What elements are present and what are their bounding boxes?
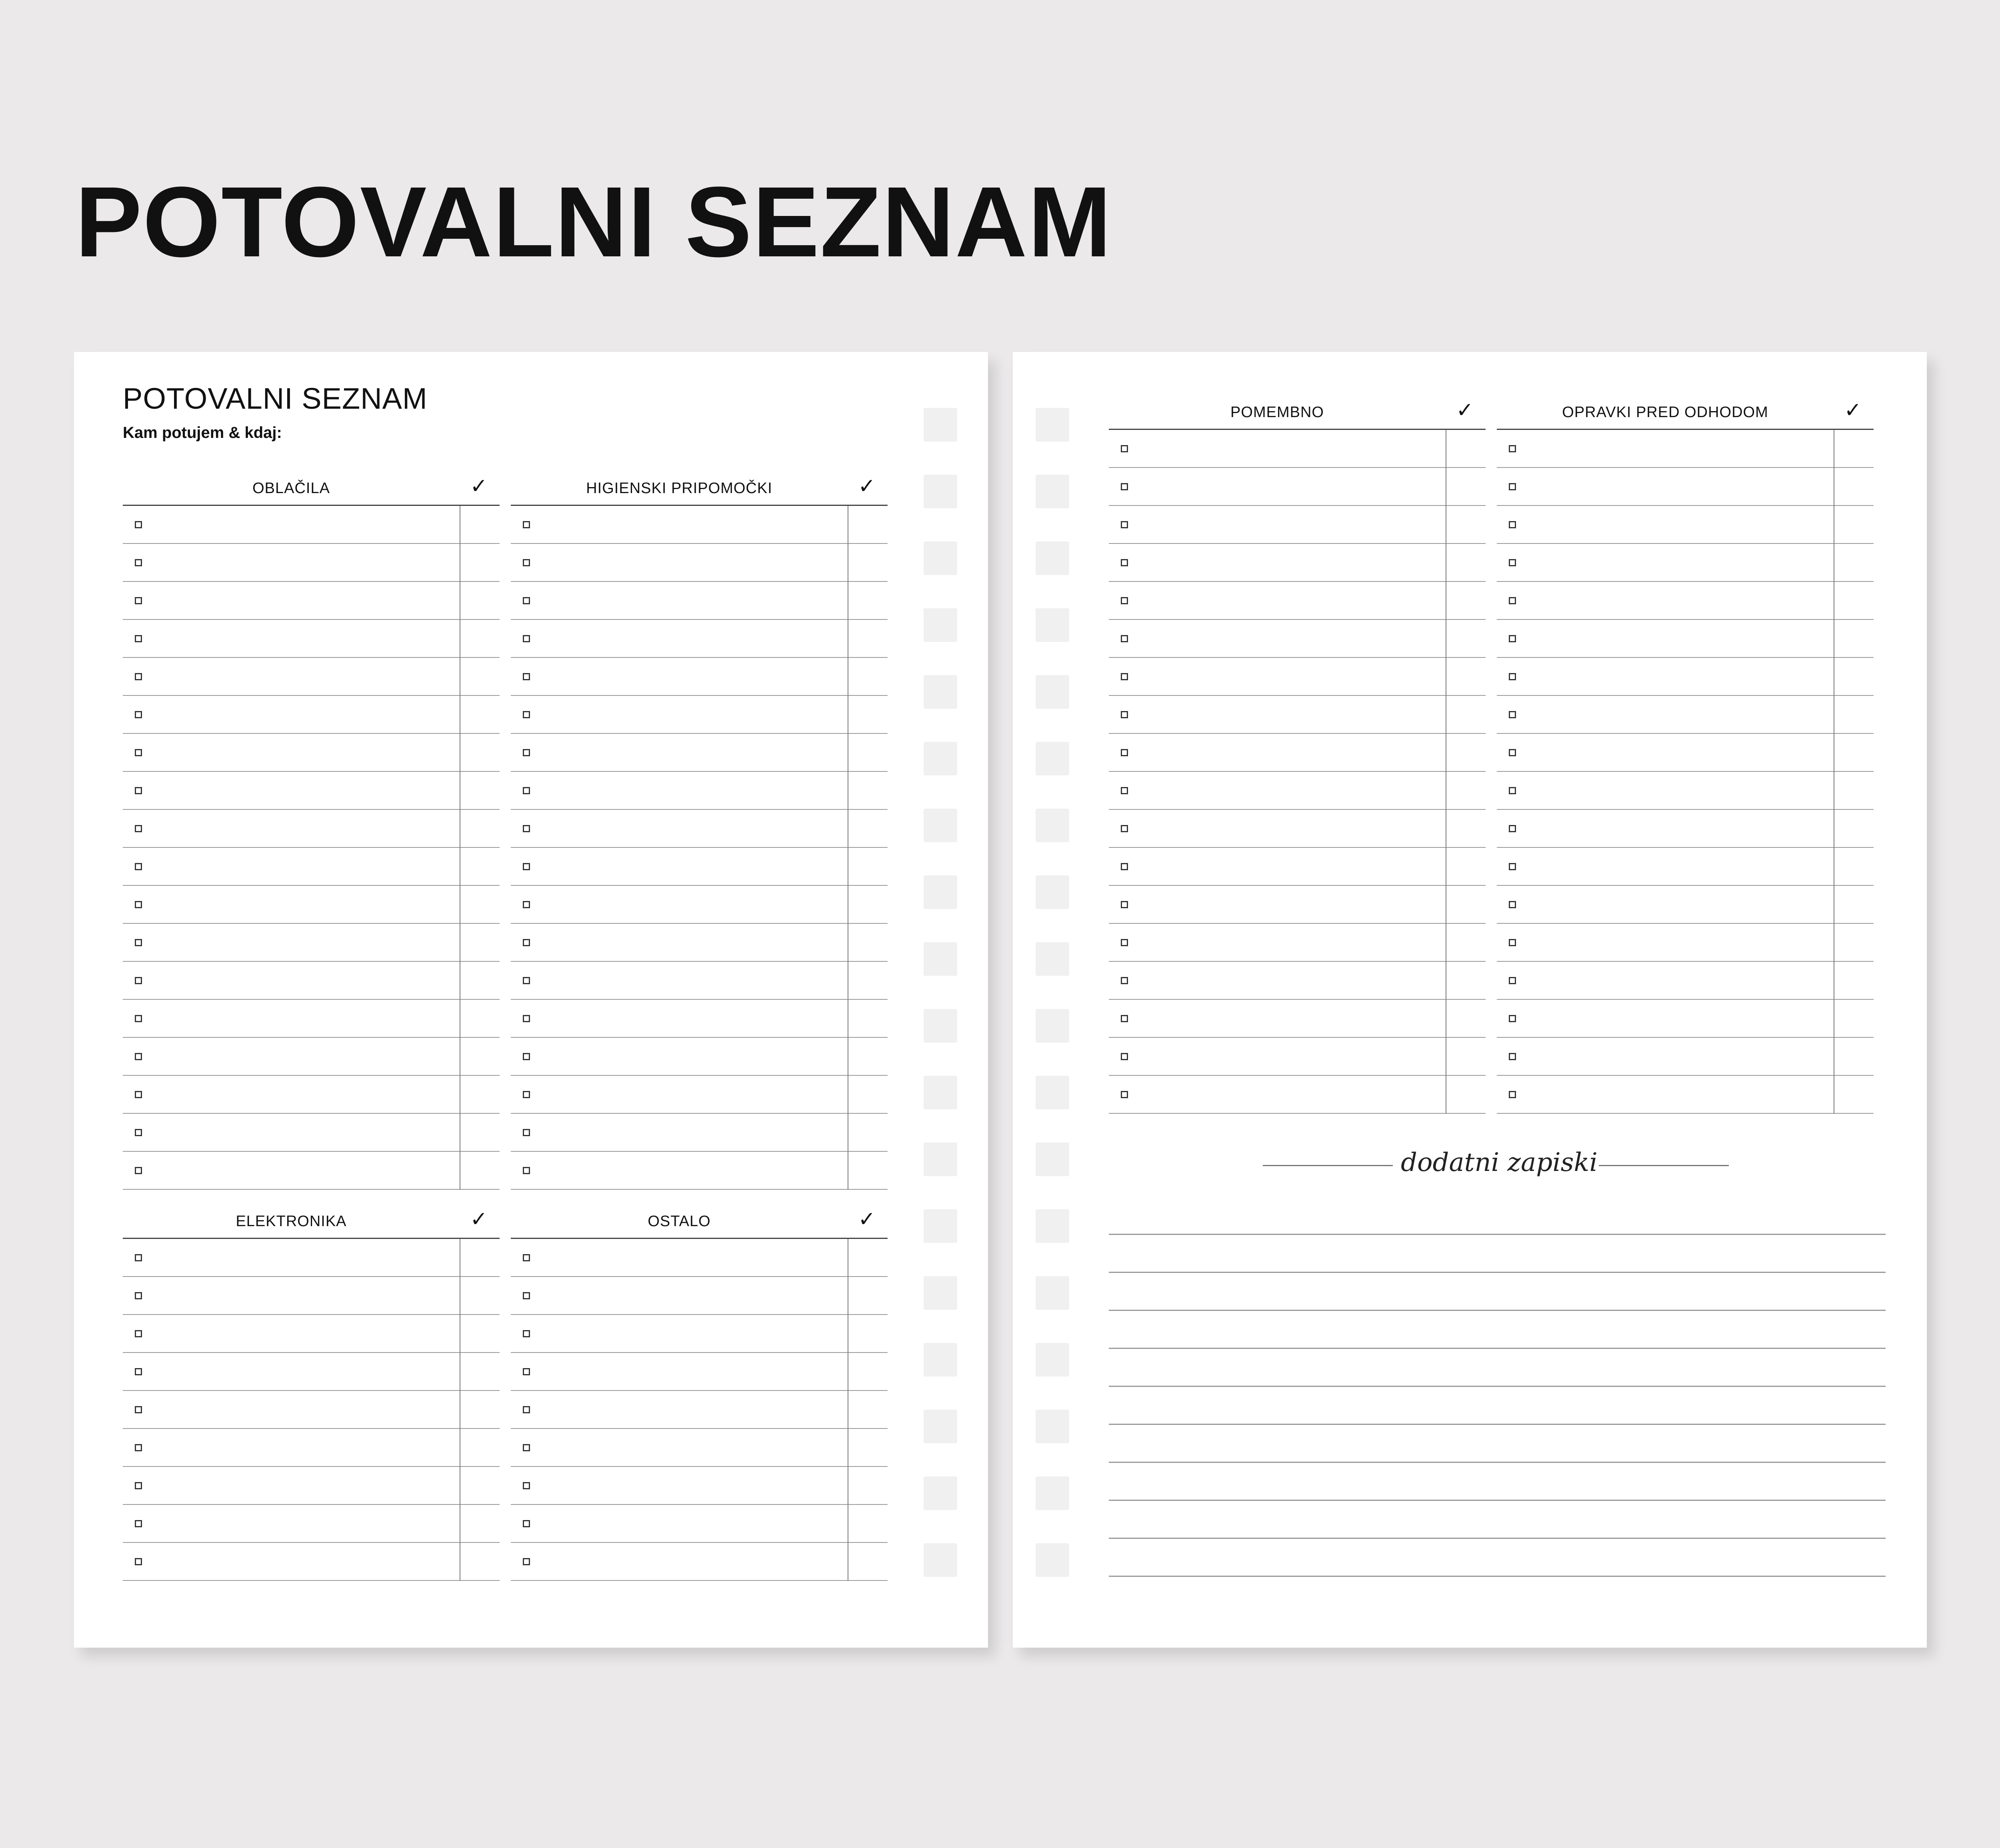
checkbox[interactable] xyxy=(523,1292,530,1299)
section-rows xyxy=(123,506,500,1190)
checklist-row[interactable] xyxy=(123,886,500,924)
side-tab xyxy=(1036,1009,1069,1043)
side-tab xyxy=(924,1543,957,1577)
checkbox[interactable] xyxy=(523,1167,530,1174)
checklist-row[interactable] xyxy=(1497,848,1874,886)
note-line[interactable] xyxy=(1109,1273,1886,1311)
checkbox[interactable] xyxy=(1509,559,1516,566)
side-tab xyxy=(924,541,957,575)
side-tab xyxy=(924,1276,957,1310)
checklist-row[interactable] xyxy=(1497,544,1874,582)
checklist-row[interactable] xyxy=(1497,620,1874,658)
side-tab xyxy=(1036,608,1069,642)
check-icon: ✓ xyxy=(1844,399,1862,422)
checklist-row[interactable] xyxy=(511,658,888,696)
section-rows xyxy=(1497,430,1874,1114)
checkbox[interactable] xyxy=(523,1368,530,1375)
checkbox[interactable] xyxy=(523,1053,530,1060)
checklist-row[interactable] xyxy=(123,1076,500,1114)
checkbox[interactable] xyxy=(523,863,530,870)
note-line[interactable] xyxy=(1109,1425,1886,1463)
checkbox[interactable] xyxy=(523,825,530,832)
checklist-row[interactable] xyxy=(511,1152,888,1190)
checklist-row[interactable] xyxy=(123,1353,500,1391)
checkbox[interactable] xyxy=(1509,445,1516,452)
checklist-row[interactable] xyxy=(123,1277,500,1315)
checklist-row[interactable] xyxy=(1497,696,1874,734)
checklist-row[interactable] xyxy=(1109,696,1486,734)
section-opravki-pred-odhodom xyxy=(1497,380,1874,1114)
checklist-row[interactable] xyxy=(511,620,888,658)
checklist-row[interactable] xyxy=(123,696,500,734)
side-tab xyxy=(1036,475,1069,508)
checklist-row[interactable] xyxy=(123,506,500,544)
checklist-row[interactable] xyxy=(123,1391,500,1429)
checklist-row[interactable] xyxy=(123,772,500,810)
side-tab xyxy=(924,1143,957,1176)
checkbox[interactable] xyxy=(135,673,142,680)
checkbox[interactable] xyxy=(1121,483,1128,490)
checklist-row[interactable] xyxy=(1109,848,1486,886)
checkbox[interactable] xyxy=(135,1330,142,1337)
checkbox[interactable] xyxy=(523,673,530,680)
side-tab xyxy=(1036,408,1069,442)
side-tab xyxy=(1036,875,1069,909)
section-pomembno xyxy=(1109,380,1486,1114)
checklist-row[interactable] xyxy=(511,810,888,848)
checklist-row[interactable] xyxy=(123,924,500,962)
section-header xyxy=(1109,380,1486,430)
checkbox[interactable] xyxy=(135,1406,142,1413)
check-icon: ✓ xyxy=(470,475,488,498)
checklist-row[interactable] xyxy=(1109,1000,1486,1038)
checkbox[interactable] xyxy=(1509,483,1516,490)
note-line[interactable] xyxy=(1109,1197,1886,1235)
checkbox[interactable] xyxy=(135,597,142,604)
checkbox[interactable] xyxy=(523,1129,530,1136)
checklist-row[interactable] xyxy=(123,1543,500,1581)
right-sheet xyxy=(1013,352,1927,1648)
checkbox[interactable] xyxy=(1509,863,1516,870)
checkbox[interactable] xyxy=(523,787,530,794)
checkbox[interactable] xyxy=(1121,597,1128,604)
checkbox[interactable] xyxy=(135,977,142,984)
checklist-row[interactable] xyxy=(1109,658,1486,696)
section-label: OBLAČILA xyxy=(252,480,330,497)
checkbox[interactable] xyxy=(1121,939,1128,946)
checklist-row[interactable] xyxy=(123,1239,500,1277)
checklist-row[interactable] xyxy=(123,1429,500,1467)
checklist-row[interactable] xyxy=(1109,772,1486,810)
note-line[interactable] xyxy=(1109,1387,1886,1425)
check-icon: ✓ xyxy=(858,1208,876,1231)
checklist-row[interactable] xyxy=(511,1038,888,1076)
side-tab xyxy=(924,1410,957,1443)
checkbox[interactable] xyxy=(135,787,142,794)
checkbox[interactable] xyxy=(1509,521,1516,528)
checklist-row[interactable] xyxy=(1497,734,1874,772)
checkbox[interactable] xyxy=(1509,711,1516,718)
side-tabs xyxy=(1036,408,1069,1610)
checklist-row[interactable] xyxy=(1109,1038,1486,1076)
sheet-title: POTOVALNI SEZNAM xyxy=(123,382,428,415)
side-tab xyxy=(924,875,957,909)
checklist-row[interactable] xyxy=(511,1391,888,1429)
checklist-row[interactable] xyxy=(1497,582,1874,620)
checklist-row[interactable] xyxy=(1497,924,1874,962)
checklist-row[interactable] xyxy=(511,1467,888,1505)
checkbox[interactable] xyxy=(135,1015,142,1022)
check-icon: ✓ xyxy=(858,475,876,498)
checklist-row[interactable] xyxy=(511,772,888,810)
checkbox[interactable] xyxy=(135,901,142,908)
checklist-row[interactable] xyxy=(1109,962,1486,1000)
checklist-row[interactable] xyxy=(1109,582,1486,620)
checklist-row[interactable] xyxy=(123,620,500,658)
note-line[interactable] xyxy=(1109,1235,1886,1273)
checklist-row[interactable] xyxy=(1497,772,1874,810)
section-header xyxy=(511,456,888,506)
checklist-row[interactable] xyxy=(1109,886,1486,924)
checklist-row[interactable] xyxy=(1109,468,1486,506)
checkbox[interactable] xyxy=(135,863,142,870)
checkbox[interactable] xyxy=(1121,1091,1128,1098)
note-line[interactable] xyxy=(1109,1349,1886,1387)
notes-divider xyxy=(1599,1165,1729,1166)
checkbox[interactable] xyxy=(523,1558,530,1565)
checkbox[interactable] xyxy=(135,1558,142,1565)
notes-header xyxy=(1109,1142,1886,1186)
checklist-row[interactable] xyxy=(511,582,888,620)
checklist-row[interactable] xyxy=(511,1353,888,1391)
checklist-row[interactable] xyxy=(511,1239,888,1277)
checkbox[interactable] xyxy=(135,939,142,946)
side-tab xyxy=(1036,1143,1069,1176)
checkbox[interactable] xyxy=(135,1053,142,1060)
checklist-row[interactable] xyxy=(511,696,888,734)
section-oblacila xyxy=(123,456,500,1190)
side-tab xyxy=(1036,1276,1069,1310)
checkbox[interactable] xyxy=(1121,1015,1128,1022)
notes-label: dodatni zapiski xyxy=(1401,1148,1598,1177)
section-ostalo xyxy=(511,1189,888,1581)
checklist-row[interactable] xyxy=(511,886,888,924)
side-tab xyxy=(1036,742,1069,775)
checklist-row[interactable] xyxy=(1109,924,1486,962)
checklist-row[interactable] xyxy=(511,734,888,772)
check-icon: ✓ xyxy=(1456,399,1474,422)
checklist-row[interactable] xyxy=(1497,658,1874,696)
checkbox[interactable] xyxy=(1509,1091,1516,1098)
left-sheet xyxy=(74,352,988,1648)
checklist-row[interactable] xyxy=(511,506,888,544)
side-tab xyxy=(924,608,957,642)
checklist-row[interactable] xyxy=(511,924,888,962)
checkbox[interactable] xyxy=(523,749,530,756)
checklist-row[interactable] xyxy=(1109,506,1486,544)
side-tab xyxy=(924,742,957,775)
checkbox[interactable] xyxy=(1509,977,1516,984)
checklist-row[interactable] xyxy=(123,1467,500,1505)
checkbox[interactable] xyxy=(1121,673,1128,680)
page-title: POTOVALNI SEZNAM xyxy=(75,166,1112,278)
checkbox[interactable] xyxy=(523,901,530,908)
checkbox[interactable] xyxy=(1509,787,1516,794)
note-line[interactable] xyxy=(1109,1311,1886,1349)
checklist-row[interactable] xyxy=(123,1000,500,1038)
sheet-subtitle: Kam potujem & kdaj: xyxy=(123,424,282,442)
checklist-row[interactable] xyxy=(123,1038,500,1076)
checkbox[interactable] xyxy=(1121,711,1128,718)
checkbox[interactable] xyxy=(523,1015,530,1022)
checkbox[interactable] xyxy=(135,1520,142,1527)
note-line[interactable] xyxy=(1109,1463,1886,1501)
side-tab xyxy=(1036,541,1069,575)
checkbox[interactable] xyxy=(523,635,530,642)
section-header xyxy=(123,456,500,506)
note-line[interactable] xyxy=(1109,1539,1886,1577)
checklist-row[interactable] xyxy=(123,1152,500,1190)
checklist-row[interactable] xyxy=(511,1429,888,1467)
side-tab xyxy=(1036,1410,1069,1443)
section-label: OPRAVKI PRED ODHODOM xyxy=(1562,404,1768,421)
notes-section xyxy=(1109,1142,1886,1577)
checkbox[interactable] xyxy=(135,825,142,832)
checkbox[interactable] xyxy=(1121,635,1128,642)
side-tab xyxy=(924,408,957,442)
side-tab xyxy=(1036,1543,1069,1577)
checklist-row[interactable] xyxy=(1497,468,1874,506)
checkbox[interactable] xyxy=(1121,445,1128,452)
checkbox[interactable] xyxy=(1121,1053,1128,1060)
section-label: OSTALO xyxy=(648,1213,711,1230)
checkbox[interactable] xyxy=(1509,597,1516,604)
checkbox[interactable] xyxy=(135,1482,142,1489)
checklist-row[interactable] xyxy=(1497,886,1874,924)
checkbox[interactable] xyxy=(135,521,142,528)
checkbox[interactable] xyxy=(1509,825,1516,832)
checklist-row[interactable] xyxy=(1109,1076,1486,1114)
checklist-row[interactable] xyxy=(123,658,500,696)
checklist-row[interactable] xyxy=(511,1114,888,1152)
checklist-row[interactable] xyxy=(123,1505,500,1543)
checkbox[interactable] xyxy=(1509,673,1516,680)
checkbox[interactable] xyxy=(523,597,530,604)
section-label: HIGIENSKI PRIPOMOČKI xyxy=(586,480,772,497)
checkbox[interactable] xyxy=(135,1129,142,1136)
checklist-row[interactable] xyxy=(1497,810,1874,848)
check-icon: ✓ xyxy=(470,1208,488,1231)
section-rows xyxy=(511,1239,888,1581)
checklist-row[interactable] xyxy=(123,848,500,886)
section-label: POMEMBNO xyxy=(1230,404,1324,421)
checkbox[interactable] xyxy=(523,977,530,984)
side-tab xyxy=(1036,1476,1069,1510)
checkbox[interactable] xyxy=(1121,787,1128,794)
checkbox[interactable] xyxy=(135,711,142,718)
section-higienski-pripomocki xyxy=(511,456,888,1190)
side-tab xyxy=(924,1476,957,1510)
side-tab xyxy=(924,1076,957,1109)
checklist-row[interactable] xyxy=(511,1505,888,1543)
checklist-row[interactable] xyxy=(511,1543,888,1581)
checkbox[interactable] xyxy=(523,711,530,718)
side-tab xyxy=(924,1209,957,1243)
side-tabs xyxy=(924,408,957,1610)
checkbox[interactable] xyxy=(1509,749,1516,756)
checklist-row[interactable] xyxy=(511,1076,888,1114)
checkbox[interactable] xyxy=(135,635,142,642)
section-rows xyxy=(123,1239,500,1581)
checklist-row[interactable] xyxy=(1497,1038,1874,1076)
section-header xyxy=(1497,380,1874,430)
checklist-row[interactable] xyxy=(511,1315,888,1353)
checkbox[interactable] xyxy=(1509,635,1516,642)
checklist-row[interactable] xyxy=(511,544,888,582)
checklist-row[interactable] xyxy=(1497,506,1874,544)
checklist-row[interactable] xyxy=(123,1114,500,1152)
checkbox[interactable] xyxy=(523,1091,530,1098)
checklist-row[interactable] xyxy=(1109,810,1486,848)
checkbox[interactable] xyxy=(523,1482,530,1489)
section-elektronika xyxy=(123,1189,500,1581)
side-tab xyxy=(924,1343,957,1377)
checkbox[interactable] xyxy=(523,521,530,528)
side-tab xyxy=(1036,942,1069,976)
checkbox[interactable] xyxy=(1509,1053,1516,1060)
checkbox[interactable] xyxy=(135,559,142,566)
section-rows xyxy=(1109,430,1486,1114)
checklist-row[interactable] xyxy=(123,734,500,772)
checkbox[interactable] xyxy=(523,559,530,566)
checkbox[interactable] xyxy=(523,1330,530,1337)
checkbox[interactable] xyxy=(135,1167,142,1174)
checkbox[interactable] xyxy=(135,1254,142,1261)
checkbox[interactable] xyxy=(1509,939,1516,946)
checkbox[interactable] xyxy=(1121,559,1128,566)
checklist-row[interactable] xyxy=(123,962,500,1000)
checklist-row[interactable] xyxy=(511,1277,888,1315)
note-line[interactable] xyxy=(1109,1501,1886,1539)
checkbox[interactable] xyxy=(523,1254,530,1261)
side-tab xyxy=(924,942,957,976)
section-header xyxy=(123,1189,500,1239)
checkbox[interactable] xyxy=(1509,1015,1516,1022)
side-tab xyxy=(924,1009,957,1043)
checklist-row[interactable] xyxy=(123,544,500,582)
checkbox[interactable] xyxy=(523,1520,530,1527)
checklist-row[interactable] xyxy=(1497,962,1874,1000)
checkbox[interactable] xyxy=(135,1292,142,1299)
checkbox[interactable] xyxy=(135,1091,142,1098)
checkbox[interactable] xyxy=(1121,749,1128,756)
notes-divider xyxy=(1263,1165,1393,1166)
checklist-row[interactable] xyxy=(123,582,500,620)
side-tab xyxy=(1036,1343,1069,1377)
side-tab xyxy=(924,675,957,709)
section-header xyxy=(511,1189,888,1239)
checklist-row[interactable] xyxy=(1109,734,1486,772)
checkbox[interactable] xyxy=(135,1444,142,1451)
checklist-row[interactable] xyxy=(123,810,500,848)
side-tab xyxy=(1036,1209,1069,1243)
checklist-row[interactable] xyxy=(1497,1000,1874,1038)
checklist-row[interactable] xyxy=(511,1000,888,1038)
checklist-row[interactable] xyxy=(511,962,888,1000)
checkbox[interactable] xyxy=(1121,825,1128,832)
side-tab xyxy=(1036,809,1069,842)
checkbox[interactable] xyxy=(1121,901,1128,908)
checkbox[interactable] xyxy=(1509,901,1516,908)
section-rows xyxy=(511,506,888,1190)
notes-lines xyxy=(1109,1197,1886,1577)
checkbox[interactable] xyxy=(523,939,530,946)
checkbox[interactable] xyxy=(135,749,142,756)
checklist-row[interactable] xyxy=(1109,430,1486,468)
checkbox[interactable] xyxy=(523,1406,530,1413)
checkbox[interactable] xyxy=(1121,977,1128,984)
checklist-row[interactable] xyxy=(511,848,888,886)
checkbox[interactable] xyxy=(1121,521,1128,528)
side-tab xyxy=(924,475,957,508)
checklist-row[interactable] xyxy=(1497,1076,1874,1114)
checkbox[interactable] xyxy=(1121,863,1128,870)
side-tab xyxy=(924,809,957,842)
checkbox[interactable] xyxy=(135,1368,142,1375)
side-tab xyxy=(1036,675,1069,709)
section-label: ELEKTRONIKA xyxy=(236,1213,347,1230)
checklist-row[interactable] xyxy=(1109,544,1486,582)
side-tab xyxy=(1036,1076,1069,1109)
checkbox[interactable] xyxy=(523,1444,530,1451)
checklist-row[interactable] xyxy=(1497,430,1874,468)
checklist-row[interactable] xyxy=(123,1315,500,1353)
checklist-row[interactable] xyxy=(1109,620,1486,658)
